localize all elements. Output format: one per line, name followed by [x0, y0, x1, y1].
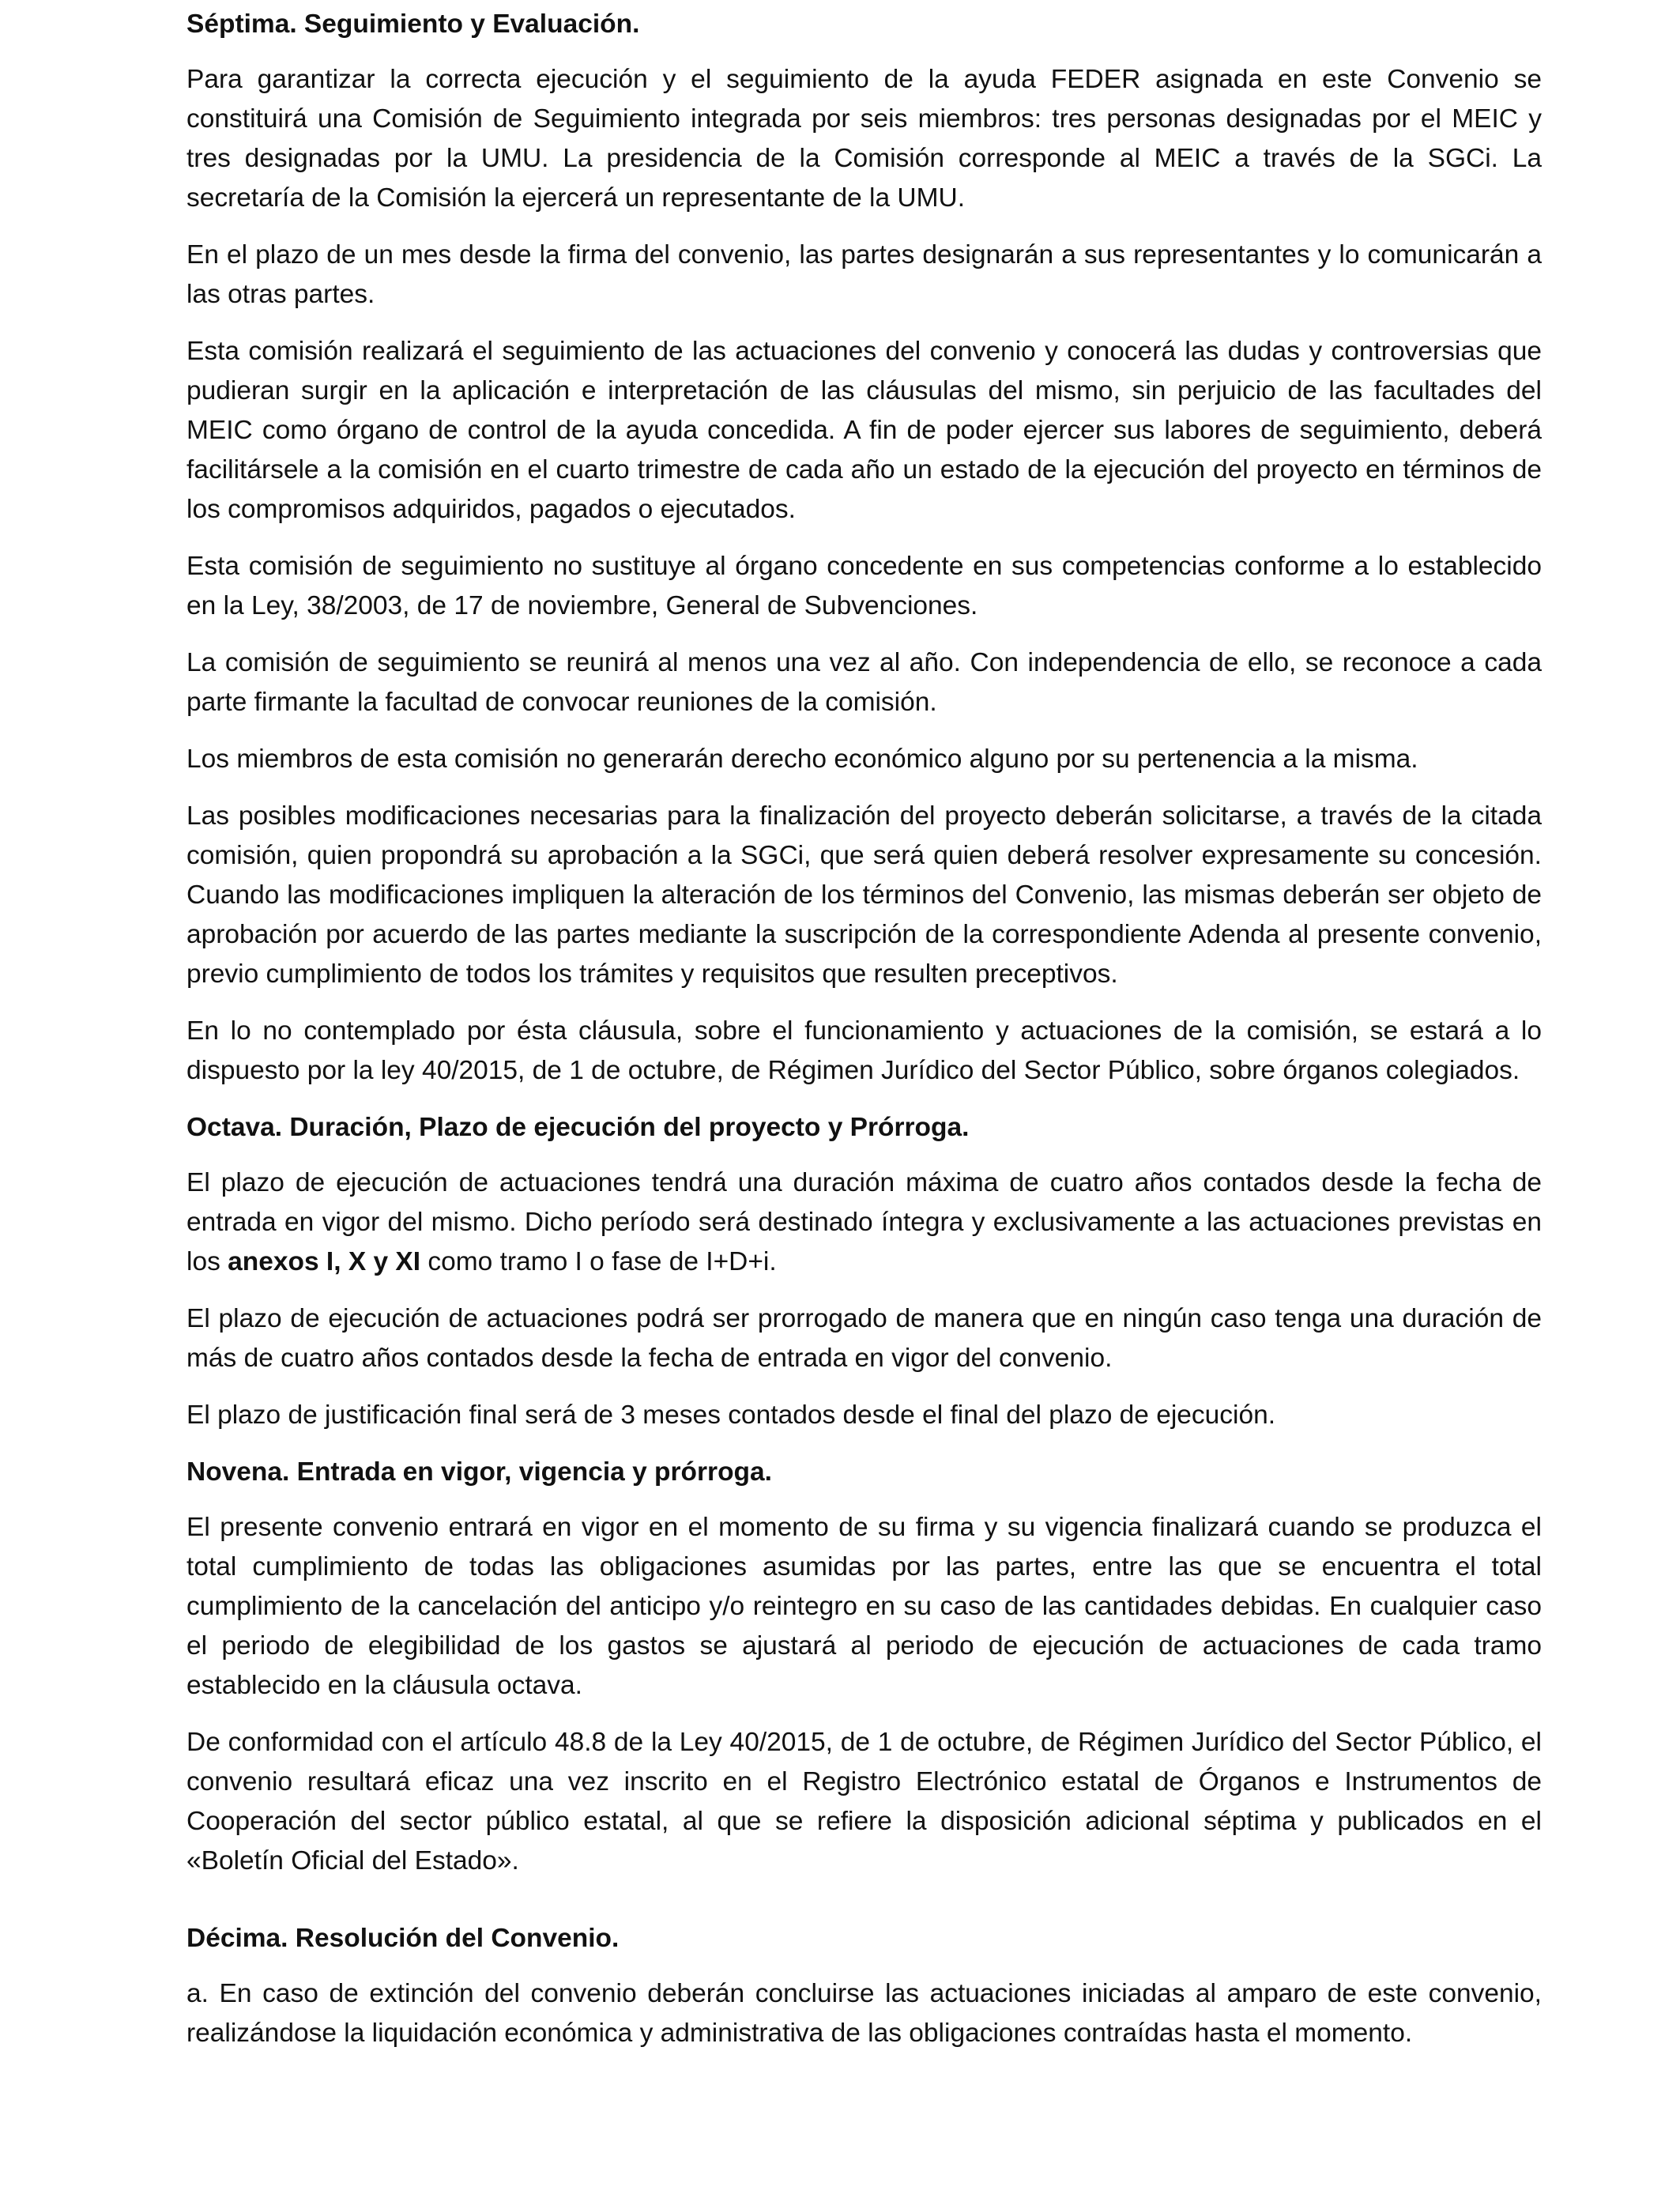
paragraph: La comisión de seguimiento se reunirá al menos una vez al año. Con independencia de ello, se reconoce a cada parte firmante la facultad de convocar reuniones de la comisión. — [186, 648, 1542, 717]
paragraph: El presente convenio entrará en vigor en el momento de su firma y su vigencia finalizará cuando se produzca el total cumplimiento de todas las obligaciones asumidas por las partes, entre las que se encuentra el total cumplimiento de la cancelación del anticipo y/o reintegro en su caso de las cantidades debidas. En cualquier caso el periodo de elegibilidad de los gastos se ajustará al periodo de ejecución de actuaciones de cada tramo establecido en la cláusula octava. — [186, 1513, 1542, 1700]
paragraph: El plazo de ejecución de actuaciones podrá ser prorrogado de manera que en ningún caso tenga una duración de más de cuatro años contados desde la fecha de entrada en vigor del convenio. — [186, 1304, 1542, 1373]
paragraph: En el plazo de un mes desde la firma del convenio, las partes designarán a sus representantes y lo comunicarán a las otras partes. — [186, 240, 1542, 309]
section-heading-novena: Novena. Entrada en vigor, vigencia y prórroga. — [186, 1457, 772, 1487]
paragraph: Esta comisión de seguimiento no sustituye al órgano concedente en sus competencias conforme a lo establecido en la Ley, 38/2003, de 17 de noviembre, General de Subvenciones. — [186, 552, 1542, 620]
paragraph: Esta comisión realizará el seguimiento de las actuaciones del convenio y conocerá las dudas y controversias que pudieran surgir en la aplicación e interpretación de las cláusulas del mismo, sin perjuicio de las facultades del MEIC como órgano de control de la ayuda concedida. A fin de poder ejercer sus labores de seguimiento, deberá facilitársele a la comisión en el cuarto trimestre de cada año un estado de la ejecución del proyecto en términos de los compromisos adquiridos, pagados o ejecutados. — [186, 337, 1542, 524]
document-page — [186, 0, 1542, 2071]
paragraph: El plazo de justificación final será de 3 meses contados desde el final del plazo de ejecución. — [186, 1400, 1276, 1430]
annex-reference: anexos I, X y XI — [228, 1247, 421, 1276]
section-heading-octava: Octava. Duración, Plazo de ejecución del proyecto y Prórroga. — [186, 1113, 970, 1142]
paragraph: En lo no contemplado por ésta cláusula, sobre el funcionamiento y actuaciones de la comisión, se estará a lo dispuesto por la ley 40/2015, de 1 de octubre, de Régimen Jurídico del Sector Público, sobre órganos colegiados. — [186, 1016, 1542, 1085]
paragraph: Los miembros de esta comisión no generarán derecho económico alguno por su pertenencia a la misma. — [186, 745, 1418, 774]
paragraph-text: como tramo I o fase de I+D+i. — [420, 1247, 777, 1276]
section-heading-septima: Séptima. Seguimiento y Evaluación. — [186, 9, 640, 39]
paragraph: a. En caso de extinción del convenio deberán concluirse las actuaciones iniciadas al amparo de este convenio, realizándose la liquidación económica y administrativa de las obligaciones contraídas hasta el momento. — [186, 1979, 1542, 2048]
paragraph — [186, 1163, 1542, 1282]
paragraph: Para garantizar la correcta ejecución y el seguimiento de la ayuda FEDER asignada en este Convenio se constituirá una Comisión de Seguimiento integrada por seis miembros: tres personas designadas por el MEIC y tres designadas por la UMU. La presidencia de la Comisión corresponde al MEIC a través de la SGCi. La secretaría de la Comisión la ejercerá un representante de la UMU. — [186, 65, 1542, 213]
paragraph-text: El plazo de ejecución de actuaciones tendrá una duración máxima de cuatro años contados desde la fecha de entrada en vigor del mismo. Dicho período será destinado íntegra y exclusivamente a las actuaciones previstas en los — [186, 1168, 1542, 1276]
paragraph: Las posibles modificaciones necesarias para la finalización del proyecto deberán solicitarse, a través de la citada comisión, quien propondrá su aprobación a la SGCi, que será quien deberá resolver expresamente su concesión. Cuando las modificaciones impliquen la alteración de los términos del Convenio, las mismas deberán ser objeto de aprobación por acuerdo de las partes mediante la suscripción de la correspondiente Adenda al presente convenio, previo cumplimiento de todos los trámites y requisitos que resulten preceptivos. — [186, 801, 1542, 989]
section-heading-decima: Décima. Resolución del Convenio. — [186, 1924, 620, 1953]
paragraph: De conformidad con el artículo 48.8 de la Ley 40/2015, de 1 de octubre, de Régimen Jurídico del Sector Público, el convenio resultará eficaz una vez inscrito en el Registro Electrónico estatal de Órganos e Instrumentos de Cooperación del sector público estatal, al que se refiere la disposición adicional séptima y publicados en el «Boletín Oficial del Estado». — [186, 1728, 1542, 1875]
